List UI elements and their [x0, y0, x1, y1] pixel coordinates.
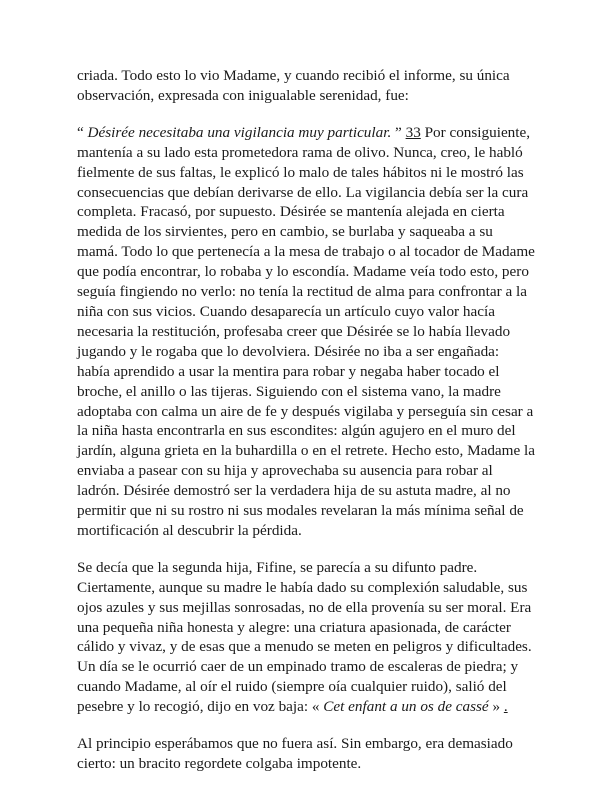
- footnote-link-trailing[interactable]: .: [503, 698, 508, 716]
- paragraph-3: [77, 558, 535, 717]
- document-page: [77, 66, 535, 791]
- paragraph-2: [77, 123, 535, 541]
- footnote-link-33[interactable]: 33: [405, 123, 421, 141]
- paragraph-3-text: Se decía que la segunda hija, Fifine, se parecía a su difunto padre. Ciertamente, aunque su madre le había dado su complexión saludable, sus ojos azules y sus mejillas sonrosadas, no de ella provenía su ser moral. Era una pequeña niña honesta y alegre: una criatura apasionada, de carácter cálido y vivaz, y de esas que a menudo se meten en peligros y dificultades. Un día se le ocurrió caer de un empinado tramo de escaleras de piedra; y cuando Madame, al oír el ruido (siempre oía cualquier ruido), salió del pesebre y lo recogió, dijo en voz baja: «: [77, 558, 532, 716]
- paragraph-1-text: criada. Todo esto lo vio Madame, y cuando recibió el informe, su única observación, expresada con inigualable serenidad, fue:: [77, 67, 510, 104]
- close-guillemet: »: [488, 698, 504, 716]
- french-quote: Cet enfant a un os de cassé: [323, 698, 489, 716]
- open-quote: “: [77, 123, 88, 141]
- paragraph-1: [77, 66, 535, 106]
- close-quote: ”: [391, 123, 406, 141]
- paragraph-4-text: Al principio esperábamos que no fuera así. Sin embargo, era demasiado cierto: un bracito regordete colgaba impotente.: [77, 735, 513, 772]
- quoted-phrase: Désirée necesitaba una vigilancia muy particular.: [87, 123, 392, 141]
- paragraph-2-text: Por consiguiente, mantenía a su lado esta prometedora rama de olivo. Nunca, creo, le habló fielmente de sus faltas, le explicó lo malo de tales hábitos ni le mostró las consecuencias que debían derivarse de ello. La vigilancia debía ser la cura completa. Fracasó, por supuesto. Désirée se mantenía alejada en cierta medida de los sirvientes, pero en cambio, se burlaba y saqueaba a su mamá. Todo lo que pertenecía a la mesa de trabajo o al tocador de Madame que podía encontrar, lo robaba y lo escondía. Madame veía todo esto, pero seguía fingiendo no verlo: no tenía la rectitud de alma para confrontar a la niña con sus vicios. Cuando desaparecía un artículo cuyo valor hacía necesaria la restitución, profesaba creer que Désirée se lo había llevado jugando y le rogaba que lo devolviera. Désirée no iba a ser engañada: había aprendido a usar la mentira para robar y negaba haber tocado el broche, el anillo o las tijeras. Siguiendo con el sistema vano, la madre adoptaba con calma un aire de fe y después vigilaba y perseguía sin cesar a la niña hasta encontrarla en sus escondites: algún agujero en el muro del jardín, alguna grieta en la buhardilla o en el retrete. Hecho esto, Madame la enviaba a pasear con su hija y aprovechaba su ausencia para robar al ladrón. Désirée demostró ser la verdadera hija de su astuta madre, al no permitir que ni su rostro ni sus modales revelaran la más mínima señal de mortificación al descubrir la pérdida.: [77, 123, 535, 539]
- paragraph-4: [77, 734, 535, 774]
